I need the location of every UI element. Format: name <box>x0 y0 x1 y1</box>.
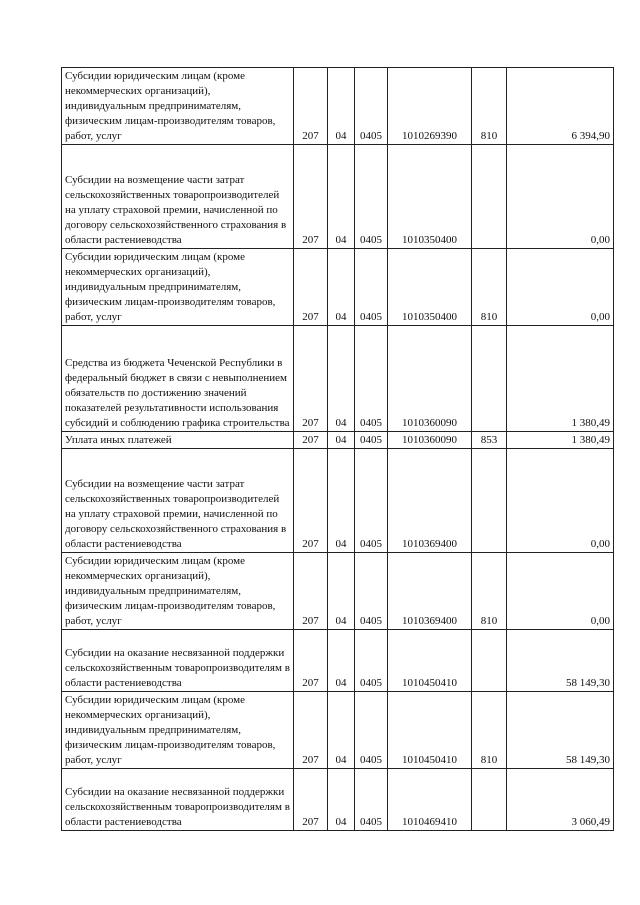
table-row <box>62 449 614 553</box>
table-row <box>62 432 614 449</box>
table-row <box>62 692 614 769</box>
table-row <box>62 68 614 145</box>
target-article-code: 1010450410 <box>388 692 472 769</box>
subsection-code: 0405 <box>355 145 388 249</box>
target-article-code: 1010369400 <box>388 553 472 630</box>
amount: 0,00 <box>507 449 614 553</box>
row-name: Субсидии на возмещение части затрат сельскохозяйственных товаропроизводителей на уплату страховой премии, начисленной по договору сельскохозяйственного страхования в области растениеводства <box>62 145 294 249</box>
amount: 1 380,49 <box>507 432 614 449</box>
section-code: 04 <box>328 432 355 449</box>
grbs-code: 207 <box>294 249 328 326</box>
target-article-code: 1010269390 <box>388 68 472 145</box>
expense-type-code: 853 <box>472 432 507 449</box>
subsection-code: 0405 <box>355 68 388 145</box>
table-row <box>62 630 614 692</box>
amount: 6 394,90 <box>507 68 614 145</box>
amount: 3 060,49 <box>507 769 614 831</box>
target-article-code: 1010350400 <box>388 249 472 326</box>
expense-type-code: 810 <box>472 692 507 769</box>
expense-type-code <box>472 769 507 831</box>
grbs-code: 207 <box>294 68 328 145</box>
section-code: 04 <box>328 249 355 326</box>
section-code: 04 <box>328 449 355 553</box>
budget-sheet <box>61 67 614 831</box>
target-article-code: 1010469410 <box>388 769 472 831</box>
budget-table <box>61 67 614 831</box>
subsection-code: 0405 <box>355 326 388 432</box>
table-row <box>62 553 614 630</box>
amount: 58 149,30 <box>507 630 614 692</box>
subsection-code: 0405 <box>355 630 388 692</box>
target-article-code: 1010450410 <box>388 630 472 692</box>
section-code: 04 <box>328 692 355 769</box>
target-article-code: 1010369400 <box>388 449 472 553</box>
expense-type-code: 810 <box>472 249 507 326</box>
section-code: 04 <box>328 553 355 630</box>
row-name: Средства из бюджета Чеченской Республики в федеральный бюджет в связи с невыполнением обязательств по достижению значений показателей результативности использования субсидий и соблюдению графика строительства <box>62 326 294 432</box>
subsection-code: 0405 <box>355 692 388 769</box>
section-code: 04 <box>328 145 355 249</box>
subsection-code: 0405 <box>355 769 388 831</box>
table-row <box>62 769 614 831</box>
amount: 58 149,30 <box>507 692 614 769</box>
grbs-code: 207 <box>294 432 328 449</box>
subsection-code: 0405 <box>355 553 388 630</box>
target-article-code: 1010360090 <box>388 432 472 449</box>
row-name: Субсидии юридическим лицам (кроме некоммерческих организаций), индивидуальным предпринимателям, физическим лицам-производителям товаров, работ, услуг <box>62 553 294 630</box>
section-code: 04 <box>328 769 355 831</box>
grbs-code: 207 <box>294 449 328 553</box>
amount: 0,00 <box>507 553 614 630</box>
target-article-code: 1010360090 <box>388 326 472 432</box>
section-code: 04 <box>328 630 355 692</box>
expense-type-code <box>472 145 507 249</box>
row-name: Субсидии на возмещение части затрат сельскохозяйственных товаропроизводителей на уплату страховой премии, начисленной по договору сельскохозяйственного страхования в области растениеводства <box>62 449 294 553</box>
section-code: 04 <box>328 68 355 145</box>
table-row <box>62 249 614 326</box>
section-code: 04 <box>328 326 355 432</box>
row-name: Субсидии на оказание несвязанной поддержки сельскохозяйственным товаропроизводителям в области растениеводства <box>62 630 294 692</box>
row-name: Субсидии юридическим лицам (кроме некоммерческих организаций), индивидуальным предпринимателям, физическим лицам-производителям товаров, работ, услуг <box>62 68 294 145</box>
table-row <box>62 145 614 249</box>
expense-type-code: 810 <box>472 68 507 145</box>
expense-type-code <box>472 630 507 692</box>
row-name: Уплата иных платежей <box>62 432 294 449</box>
table-row <box>62 326 614 432</box>
expense-type-code: 810 <box>472 553 507 630</box>
grbs-code: 207 <box>294 769 328 831</box>
grbs-code: 207 <box>294 630 328 692</box>
amount: 1 380,49 <box>507 326 614 432</box>
amount: 0,00 <box>507 249 614 326</box>
subsection-code: 0405 <box>355 449 388 553</box>
target-article-code: 1010350400 <box>388 145 472 249</box>
expense-type-code <box>472 326 507 432</box>
row-name: Субсидии на оказание несвязанной поддержки сельскохозяйственным товаропроизводителям в области растениеводства <box>62 769 294 831</box>
row-name: Субсидии юридическим лицам (кроме некоммерческих организаций), индивидуальным предпринимателям, физическим лицам-производителям товаров, работ, услуг <box>62 692 294 769</box>
amount: 0,00 <box>507 145 614 249</box>
grbs-code: 207 <box>294 145 328 249</box>
grbs-code: 207 <box>294 692 328 769</box>
subsection-code: 0405 <box>355 249 388 326</box>
row-name: Субсидии юридическим лицам (кроме некоммерческих организаций), индивидуальным предпринимателям, физическим лицам-производителям товаров, работ, услуг <box>62 249 294 326</box>
grbs-code: 207 <box>294 326 328 432</box>
grbs-code: 207 <box>294 553 328 630</box>
subsection-code: 0405 <box>355 432 388 449</box>
expense-type-code <box>472 449 507 553</box>
